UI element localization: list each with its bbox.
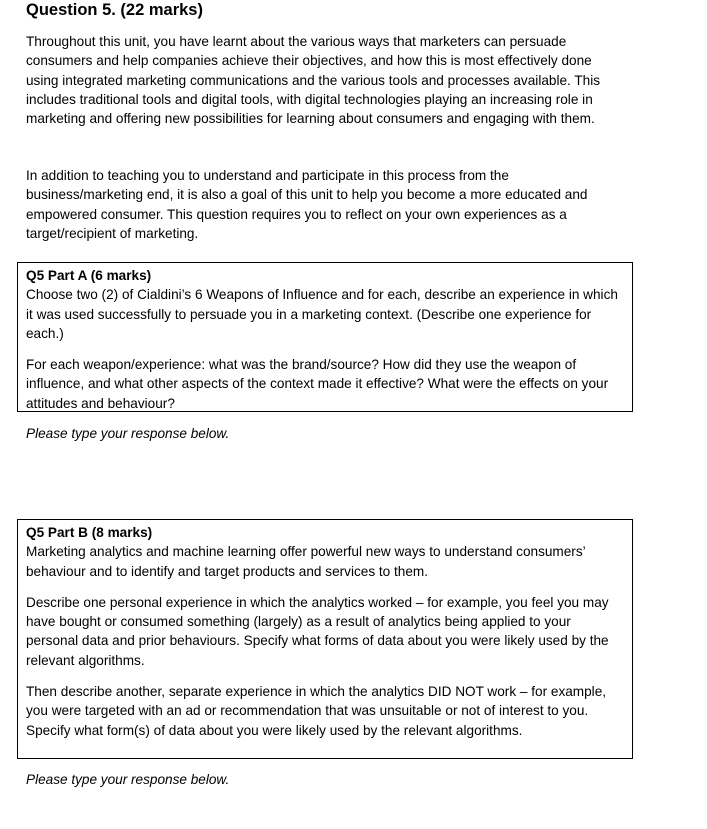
- part-a-paragraph-1: Choose two (2) of Cialdini’s 6 Weapons of Influence and for each, describe an experience in which it was used successfully to persuade you in a marketing context. (Describe one experience for each.): [26, 287, 618, 341]
- part-b-paragraph-1: Marketing analytics and machine learning offer powerful new ways to understand consumers’ behaviour and to identify and target products and services to them.: [26, 544, 586, 579]
- part-b-response-note: Please type your response below.: [26, 772, 230, 787]
- part-b-title: Q5 Part B (8 marks): [26, 525, 153, 540]
- part-a-paragraph-2: For each weapon/experience: what was the brand/source? How did they use the weapon of influence, and what other aspects of the context made it effective? What were the effects on your attitudes and behaviour?: [26, 357, 609, 411]
- part-b-box: [17, 519, 633, 759]
- intro-paragraph-1: Throughout this unit, you have learnt about the various ways that marketers can persuade consumers and help companies achieve their objectives, and how this is most effectively done using integrated marketing communications and the various tools and processes available. This includes traditional tools and digital tools, with digital technologies playing an increasing role in marketing and offering new possibilities for learning about consumers and engaging with them.: [26, 34, 601, 127]
- intro-paragraph-2: In addition to teaching you to understand and participate in this process from the business/marketing end, it is also a goal of this unit to help you become a more educated and empowered consumer. This question requires you to reflect on your own experiences as a target/recipient of marketing.: [26, 168, 588, 241]
- part-b-paragraph-3: Then describe another, separate experience in which the analytics DID NOT work – for example, you were targeted with an ad or recommendation that was unsuitable or not of interest to you. Specify what form(s) of data about you were likely used by the relevant algorithms.: [26, 684, 607, 738]
- part-b-paragraph-2: Describe one personal experience in which the analytics worked – for example, you feel you may have bought or consumed something (largely) as a result of analytics being applied to your personal data and prior behaviours. Specify what forms of data about you were likely used by the relevant algorithms.: [26, 594, 609, 668]
- part-a-box: [17, 262, 633, 412]
- question-title: Question 5. (22 marks): [26, 1, 203, 19]
- part-a-response-note: Please type your response below.: [26, 426, 230, 441]
- part-a-title: Q5 Part A (6 marks): [26, 268, 152, 283]
